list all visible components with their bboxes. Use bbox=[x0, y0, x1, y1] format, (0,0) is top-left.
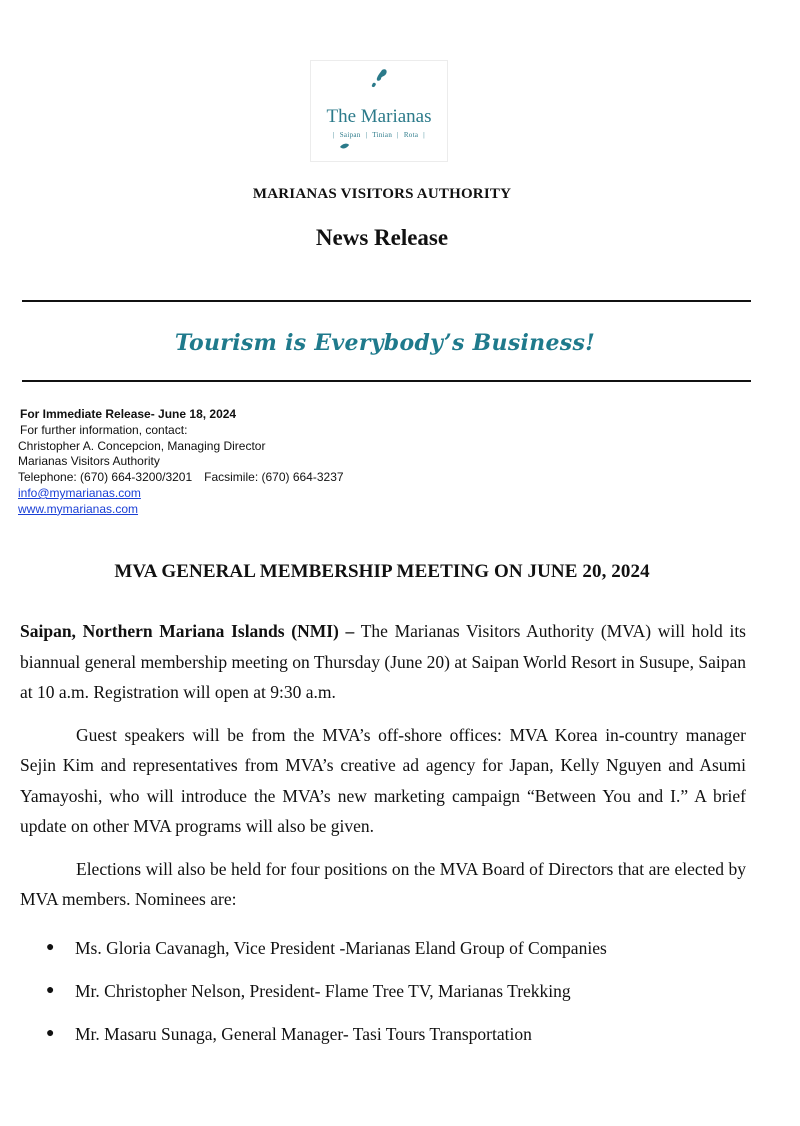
logo-island-list: | Saipan | Tinian | Rota | bbox=[333, 131, 425, 139]
logo-island-tinian: Tinian bbox=[372, 131, 393, 139]
logo-title: The Marianas bbox=[326, 106, 432, 127]
facsimile: Facsimile: (670) 664-3237 bbox=[204, 470, 344, 485]
nominee-text: Ms. Gloria Cavanagh, Vice President -Marianas Eland Group of Companies bbox=[75, 938, 607, 958]
bottom-divider bbox=[22, 380, 751, 382]
further-info-label: For further information, contact: bbox=[20, 422, 188, 437]
headline: MVA GENERAL MEMBERSHIP MEETING ON JUNE 20, 2024 bbox=[114, 561, 650, 582]
bullet-icon: ● bbox=[46, 1026, 55, 1041]
article-body bbox=[20, 616, 746, 927]
paragraph-1-text: The Marianas Visitors Authority (MVA) will hold its biannual general membership meeting on Thursday (June 20) at Saipan World Resort in Susupe, Saipan at 10 a.m. Registration will open at 9:30 a.m. bbox=[20, 621, 746, 702]
logo-island-saipan: Saipan bbox=[339, 131, 361, 139]
slogan: Tourism is Everybody’s Business! bbox=[174, 330, 596, 356]
email-link[interactable]: info@mymarianas.com bbox=[18, 485, 141, 500]
contact-organization: Marianas Visitors Authority bbox=[18, 454, 160, 469]
contact-block bbox=[18, 407, 344, 518]
top-divider bbox=[22, 300, 751, 302]
release-date: For Immediate Release- June 18, 2024 bbox=[20, 407, 237, 421]
contact-phone-fax bbox=[18, 470, 344, 486]
marianas-logo bbox=[310, 60, 448, 162]
nominee-text: Mr. Masaru Sunaga, General Manager- Tasi Tours Transportation bbox=[75, 1024, 532, 1044]
agency-name: MARIANAS VISITORS AUTHORITY bbox=[252, 186, 512, 202]
nominee-text: Mr. Christopher Nelson, President- Flame Tree TV, Marianas Trekking bbox=[75, 981, 571, 1001]
paragraph-3: Elections will also be held for four positions on the MVA Board of Directors that are elected by MVA members. Nominees are: bbox=[20, 858, 746, 909]
paragraph-1 bbox=[20, 616, 746, 708]
bullet-icon: ● bbox=[46, 940, 55, 955]
bullet-icon: ● bbox=[46, 983, 55, 998]
document-type-title: News Release bbox=[315, 225, 449, 250]
paragraph-2: Guest speakers will be from the MVA’s off-shore offices: MVA Korea in-country manager Sejin Kim and representatives from MVA’s creative ad agency for Japan, Kelly Nguyen and Asumi Yamayoshi, who will introduce the MVA’s new marketing campaign “Between You and I.” A brief update on other MVA programs will also be given. bbox=[20, 724, 746, 836]
contact-name: Christopher A. Concepcion, Managing Director bbox=[18, 438, 266, 453]
logo-island-rota: Rota bbox=[403, 131, 419, 139]
website-link[interactable]: www.mymarianas.com bbox=[18, 501, 139, 516]
dateline: Saipan, Northern Mariana Islands (NMI) – bbox=[20, 621, 355, 641]
telephone: Telephone: (670) 664-3200/3201 bbox=[18, 470, 193, 485]
